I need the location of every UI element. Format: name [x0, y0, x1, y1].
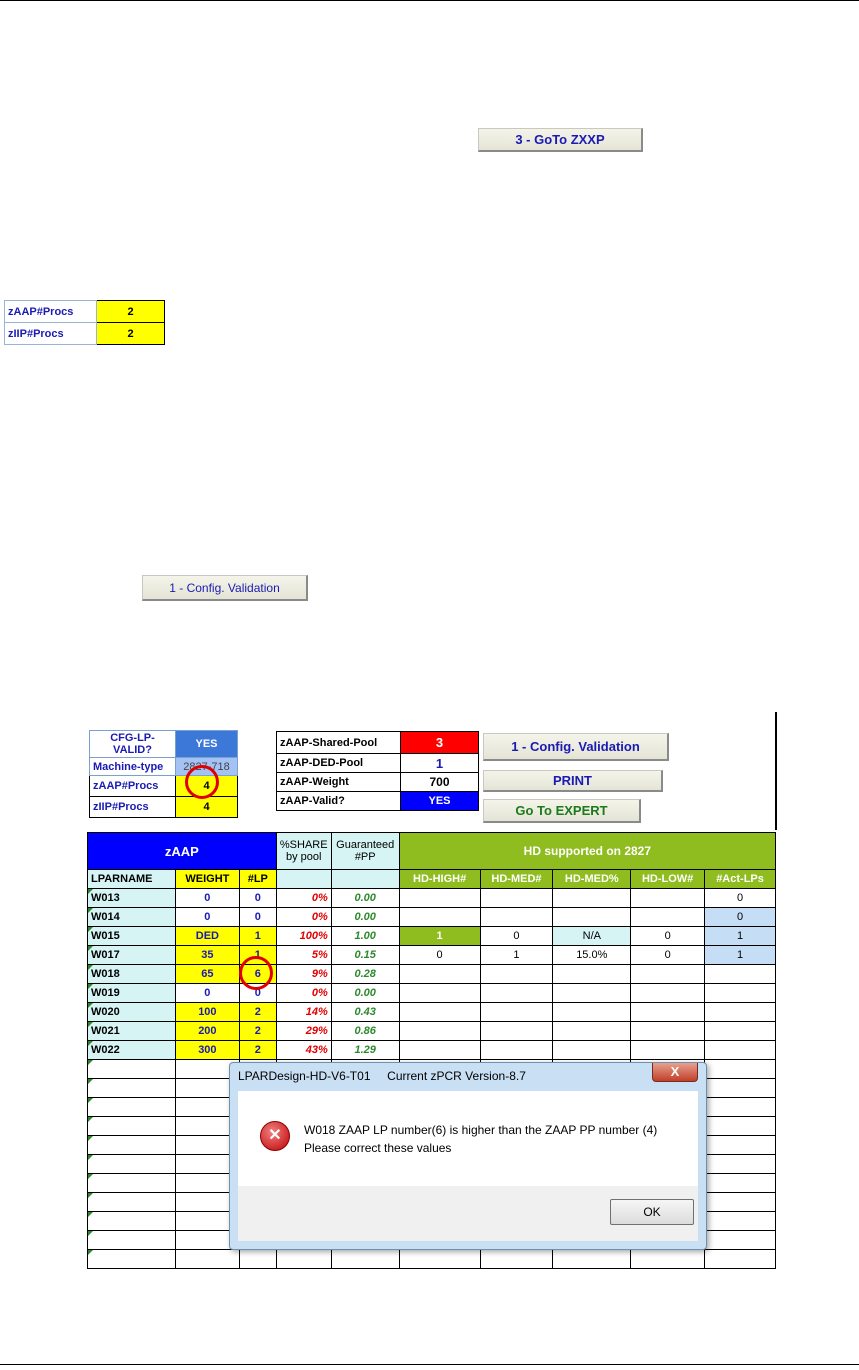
comment-marker — [88, 908, 93, 913]
cfg-label: CFG-LP-VALID? — [90, 731, 176, 758]
pp-cell: 0.28 — [331, 965, 399, 984]
comment-marker — [88, 1079, 93, 1084]
lp-cell[interactable]: 0 — [239, 984, 276, 1003]
lpar-name[interactable] — [88, 889, 176, 908]
weight-cell[interactable]: 65 — [175, 965, 239, 984]
comment-marker — [88, 1174, 93, 1179]
share-cell: 29% — [276, 1022, 331, 1041]
lparname-header: LPARNAME — [88, 870, 176, 889]
share-cell: 0% — [276, 984, 331, 1003]
print-button[interactable]: PRINT — [483, 770, 663, 792]
lp-cell[interactable]: 2 — [239, 1041, 276, 1060]
hd-medp-cell[interactable] — [553, 1022, 631, 1041]
hd-low-cell[interactable] — [631, 965, 705, 984]
hd-medp-cell[interactable] — [553, 1041, 631, 1060]
act-lps-cell[interactable]: 1 — [705, 927, 776, 946]
comment-marker — [88, 946, 93, 951]
comment-marker — [88, 1117, 93, 1122]
lpar-name-text: W013 — [91, 892, 120, 904]
comment-marker — [88, 1193, 93, 1198]
share-cell: 43% — [276, 1041, 331, 1060]
empty-cell[interactable] — [88, 1136, 176, 1155]
lpar-name[interactable] — [88, 1022, 176, 1041]
pp-cell: 1.29 — [331, 1041, 399, 1060]
hd-low-cell[interactable] — [631, 984, 705, 1003]
dialog-footer — [238, 1186, 698, 1241]
table-row[interactable] — [88, 1041, 776, 1060]
hd-med-cell[interactable]: 1 — [480, 946, 553, 965]
hd-supported-header: HD supported on 2827 — [399, 833, 775, 870]
hd-high-cell[interactable] — [399, 889, 480, 908]
lpar-name[interactable] — [88, 965, 176, 984]
hd-med-header: HD-MED# — [480, 870, 553, 889]
ziip-procs-value[interactable]: 4 — [176, 797, 238, 818]
hd-low-cell[interactable]: 0 — [631, 927, 705, 946]
comment-marker — [88, 889, 93, 894]
lp-cell[interactable]: 0 — [239, 889, 276, 908]
mini-value[interactable]: 2 — [97, 323, 165, 345]
pool-label: zAAP-DED-Pool — [277, 754, 401, 773]
pp-cell: 0.43 — [331, 1003, 399, 1022]
lp-cell[interactable]: 2 — [239, 1022, 276, 1041]
share-cell: 9% — [276, 965, 331, 984]
mini-value[interactable]: 2 — [97, 301, 165, 323]
lpar-name-text: W015 — [91, 930, 120, 942]
weight-cell[interactable]: 0 — [175, 908, 239, 927]
hd-low-cell[interactable] — [631, 889, 705, 908]
mini-label: zAAP#Procs — [5, 301, 97, 323]
share-cell: 100% — [276, 927, 331, 946]
pool-label: zAAP-Shared-Pool — [277, 732, 401, 754]
comment-marker — [88, 927, 93, 932]
empty-cell[interactable] — [88, 1193, 176, 1212]
dialog-title: LPARDesign-HD-V6-T01 Current zPCR Version-8.7 — [238, 1069, 526, 1083]
weight-cell[interactable]: 35 — [175, 946, 239, 965]
share-cell: 5% — [276, 946, 331, 965]
lpar-name[interactable] — [88, 1003, 176, 1022]
comment-marker — [88, 1003, 93, 1008]
procs-mini-table — [4, 300, 165, 345]
sheet-divider — [775, 712, 777, 830]
pp-cell: 0.86 — [331, 1022, 399, 1041]
hd-medp-cell[interactable] — [553, 965, 631, 984]
comment-marker — [88, 965, 93, 970]
share-cell: 0% — [276, 889, 331, 908]
pp-cell: 1.00 — [331, 927, 399, 946]
error-icon: ✕ — [260, 1121, 290, 1151]
empty-cell[interactable] — [88, 1079, 176, 1098]
hd-high-cell[interactable] — [399, 1003, 480, 1022]
pp-cell: 0.15 — [331, 946, 399, 965]
empty-cell[interactable] — [88, 1212, 176, 1231]
lp-cell[interactable]: 6 — [239, 965, 276, 984]
config-validation-button[interactable]: 1 - Config. Validation — [142, 575, 308, 601]
hd-low-cell[interactable] — [631, 1022, 705, 1041]
act-lps-header: #Act-LPs — [705, 870, 776, 889]
pp-cell: 0.00 — [331, 889, 399, 908]
lpar-name-text: W020 — [91, 1006, 120, 1018]
hd-low-cell[interactable] — [631, 1041, 705, 1060]
share-cell: 14% — [276, 1003, 331, 1022]
lpar-name[interactable] — [88, 927, 176, 946]
lpar-name[interactable] — [88, 1041, 176, 1060]
dialog-message-line2: Please correct these values — [304, 1141, 452, 1155]
pool-label: zAAP-Valid? — [277, 792, 401, 811]
empty-cell[interactable] — [88, 1155, 176, 1174]
hd-med-cell[interactable] — [480, 889, 553, 908]
hd-medp-cell[interactable] — [553, 908, 631, 927]
ded-pool-value[interactable]: 1 — [401, 754, 479, 773]
act-lps-cell[interactable] — [705, 1003, 776, 1022]
table-row[interactable] — [88, 946, 776, 965]
machine-type-value[interactable]: 2827-718 — [176, 758, 238, 776]
hd-med-cell[interactable] — [480, 908, 553, 927]
empty-row[interactable] — [88, 1250, 776, 1269]
weight-cell[interactable]: 300 — [175, 1041, 239, 1060]
cfg-valid-value[interactable]: YES — [176, 731, 238, 758]
lpar-name-text: W021 — [91, 1025, 120, 1037]
act-lps-cell[interactable] — [705, 1022, 776, 1041]
lpar-name[interactable] — [88, 908, 176, 927]
empty-cell[interactable] — [88, 1098, 176, 1117]
hd-med-cell[interactable]: 0 — [480, 927, 553, 946]
comment-marker — [88, 1212, 93, 1217]
hd-high-cell[interactable] — [399, 908, 480, 927]
pool-table — [276, 731, 479, 811]
act-lps-cell[interactable] — [705, 1041, 776, 1060]
expert-button[interactable]: Go To EXPERT — [483, 799, 641, 823]
highlight-circle — [185, 765, 219, 799]
pp-cell: 0.00 — [331, 984, 399, 1003]
table-row[interactable] — [88, 927, 776, 946]
lpar-name-text: W018 — [91, 968, 120, 980]
lp-cell[interactable]: 0 — [239, 908, 276, 927]
weight-cell[interactable]: 0 — [175, 889, 239, 908]
dialog-message-line1: W018 ZAAP LP number(6) is higher than the ZAAP PP number (4) — [304, 1123, 658, 1137]
lpar-name-text: W019 — [91, 987, 120, 999]
comment-marker — [88, 1041, 93, 1046]
lpar-name-text: W014 — [91, 911, 120, 923]
hd-med-cell[interactable] — [480, 1022, 553, 1041]
share-header: %SHARE by pool — [276, 833, 331, 870]
hd-med-cell[interactable] — [480, 1041, 553, 1060]
hd-med-cell[interactable] — [480, 1003, 553, 1022]
comment-marker — [88, 1136, 93, 1141]
hd-low-header: HD-LOW# — [631, 870, 705, 889]
error-dialog — [229, 1062, 707, 1250]
ok-button[interactable]: OK — [610, 1199, 694, 1225]
comment-marker — [88, 1250, 93, 1255]
hd-high-header: HD-HIGH# — [399, 870, 480, 889]
act-lps-cell[interactable] — [705, 984, 776, 1003]
lp-cell[interactable]: 2 — [239, 1003, 276, 1022]
hd-med-cell[interactable] — [480, 965, 553, 984]
pp-cell: 0.00 — [331, 908, 399, 927]
weight-cell[interactable]: 0 — [175, 984, 239, 1003]
lpar-name-text: W017 — [91, 949, 120, 961]
share-subheader — [276, 870, 331, 889]
table-row[interactable] — [88, 1022, 776, 1041]
cfg-label: zAAP#Procs — [90, 776, 176, 797]
hd-medp-cell[interactable] — [553, 1003, 631, 1022]
empty-cell[interactable] — [88, 1231, 176, 1250]
empty-cell[interactable] — [88, 1060, 176, 1079]
comment-marker — [88, 1231, 93, 1236]
close-icon[interactable]: X — [652, 1063, 698, 1082]
empty-cell[interactable] — [88, 1117, 176, 1136]
weight-header: WEIGHT — [175, 870, 239, 889]
act-lps-cell[interactable]: 0 — [705, 889, 776, 908]
comment-marker — [88, 984, 93, 989]
empty-cell[interactable] — [88, 1250, 176, 1269]
weight-cell[interactable]: DED — [175, 927, 239, 946]
hd-high-cell[interactable] — [399, 965, 480, 984]
mini-label: zIIP#Procs — [5, 323, 97, 345]
table-row[interactable] — [88, 965, 776, 984]
lp-header: #LP — [239, 870, 276, 889]
hd-medp-cell[interactable] — [553, 984, 631, 1003]
zaap-header: zAAP — [88, 833, 277, 870]
empty-cell[interactable] — [88, 1174, 176, 1193]
dialog-body — [238, 1091, 698, 1186]
hd-high-cell[interactable] — [399, 1022, 480, 1041]
lpar-name[interactable] — [88, 984, 176, 1003]
lp-cell[interactable]: 1 — [239, 927, 276, 946]
validation-button[interactable]: 1 - Config. Validation — [483, 733, 669, 761]
lpar-name-text: W022 — [91, 1044, 120, 1056]
hd-high-cell[interactable]: 0 — [399, 946, 480, 965]
hd-medp-cell[interactable] — [553, 889, 631, 908]
pp-subheader — [331, 870, 399, 889]
table-row[interactable] — [88, 908, 776, 927]
goto-zxxp-button[interactable]: 3 - GoTo ZXXP — [478, 128, 643, 152]
weight-cell[interactable]: 100 — [175, 1003, 239, 1022]
hd-low-cell[interactable] — [631, 908, 705, 927]
table-row[interactable] — [88, 889, 776, 908]
comment-marker — [88, 1022, 93, 1027]
pool-label: zAAP-Weight — [277, 773, 401, 792]
hd-medp-cell[interactable]: 15.0% — [553, 946, 631, 965]
lp-cell[interactable]: 1 — [239, 946, 276, 965]
hd-med-cell[interactable] — [480, 984, 553, 1003]
act-lps-cell[interactable]: 1 — [705, 946, 776, 965]
top-rule — [0, 0, 859, 1]
hd-high-cell[interactable] — [399, 984, 480, 1003]
hd-high-cell[interactable]: 1 — [399, 927, 480, 946]
shared-pool-value[interactable]: 3 — [401, 732, 479, 754]
guaranteed-header: Guaranteed #PP — [331, 833, 399, 870]
weight-cell[interactable]: 200 — [175, 1022, 239, 1041]
lpar-name[interactable] — [88, 946, 176, 965]
cfg-label: zIIP#Procs — [90, 797, 176, 818]
bottom-rule — [0, 1364, 859, 1365]
hd-medp-cell[interactable]: N/A — [553, 927, 631, 946]
table-row[interactable] — [88, 1003, 776, 1022]
act-lps-cell[interactable] — [705, 965, 776, 984]
hd-high-cell[interactable] — [399, 1041, 480, 1060]
zaap-procs-value[interactable]: 4 — [176, 776, 238, 797]
cfg-label: Machine-type — [90, 758, 176, 776]
valid-value[interactable]: YES — [401, 792, 479, 811]
highlight-circle — [239, 956, 273, 990]
comment-marker — [88, 1098, 93, 1103]
act-lps-cell[interactable]: 0 — [705, 908, 776, 927]
comment-marker — [88, 1060, 93, 1065]
hd-medp-header: HD-MED% — [553, 870, 631, 889]
hd-low-cell[interactable]: 0 — [631, 946, 705, 965]
hd-low-cell[interactable] — [631, 1003, 705, 1022]
comment-marker — [88, 1155, 93, 1160]
weight-value[interactable]: 700 — [401, 773, 479, 792]
share-cell: 0% — [276, 908, 331, 927]
table-row[interactable] — [88, 984, 776, 1003]
